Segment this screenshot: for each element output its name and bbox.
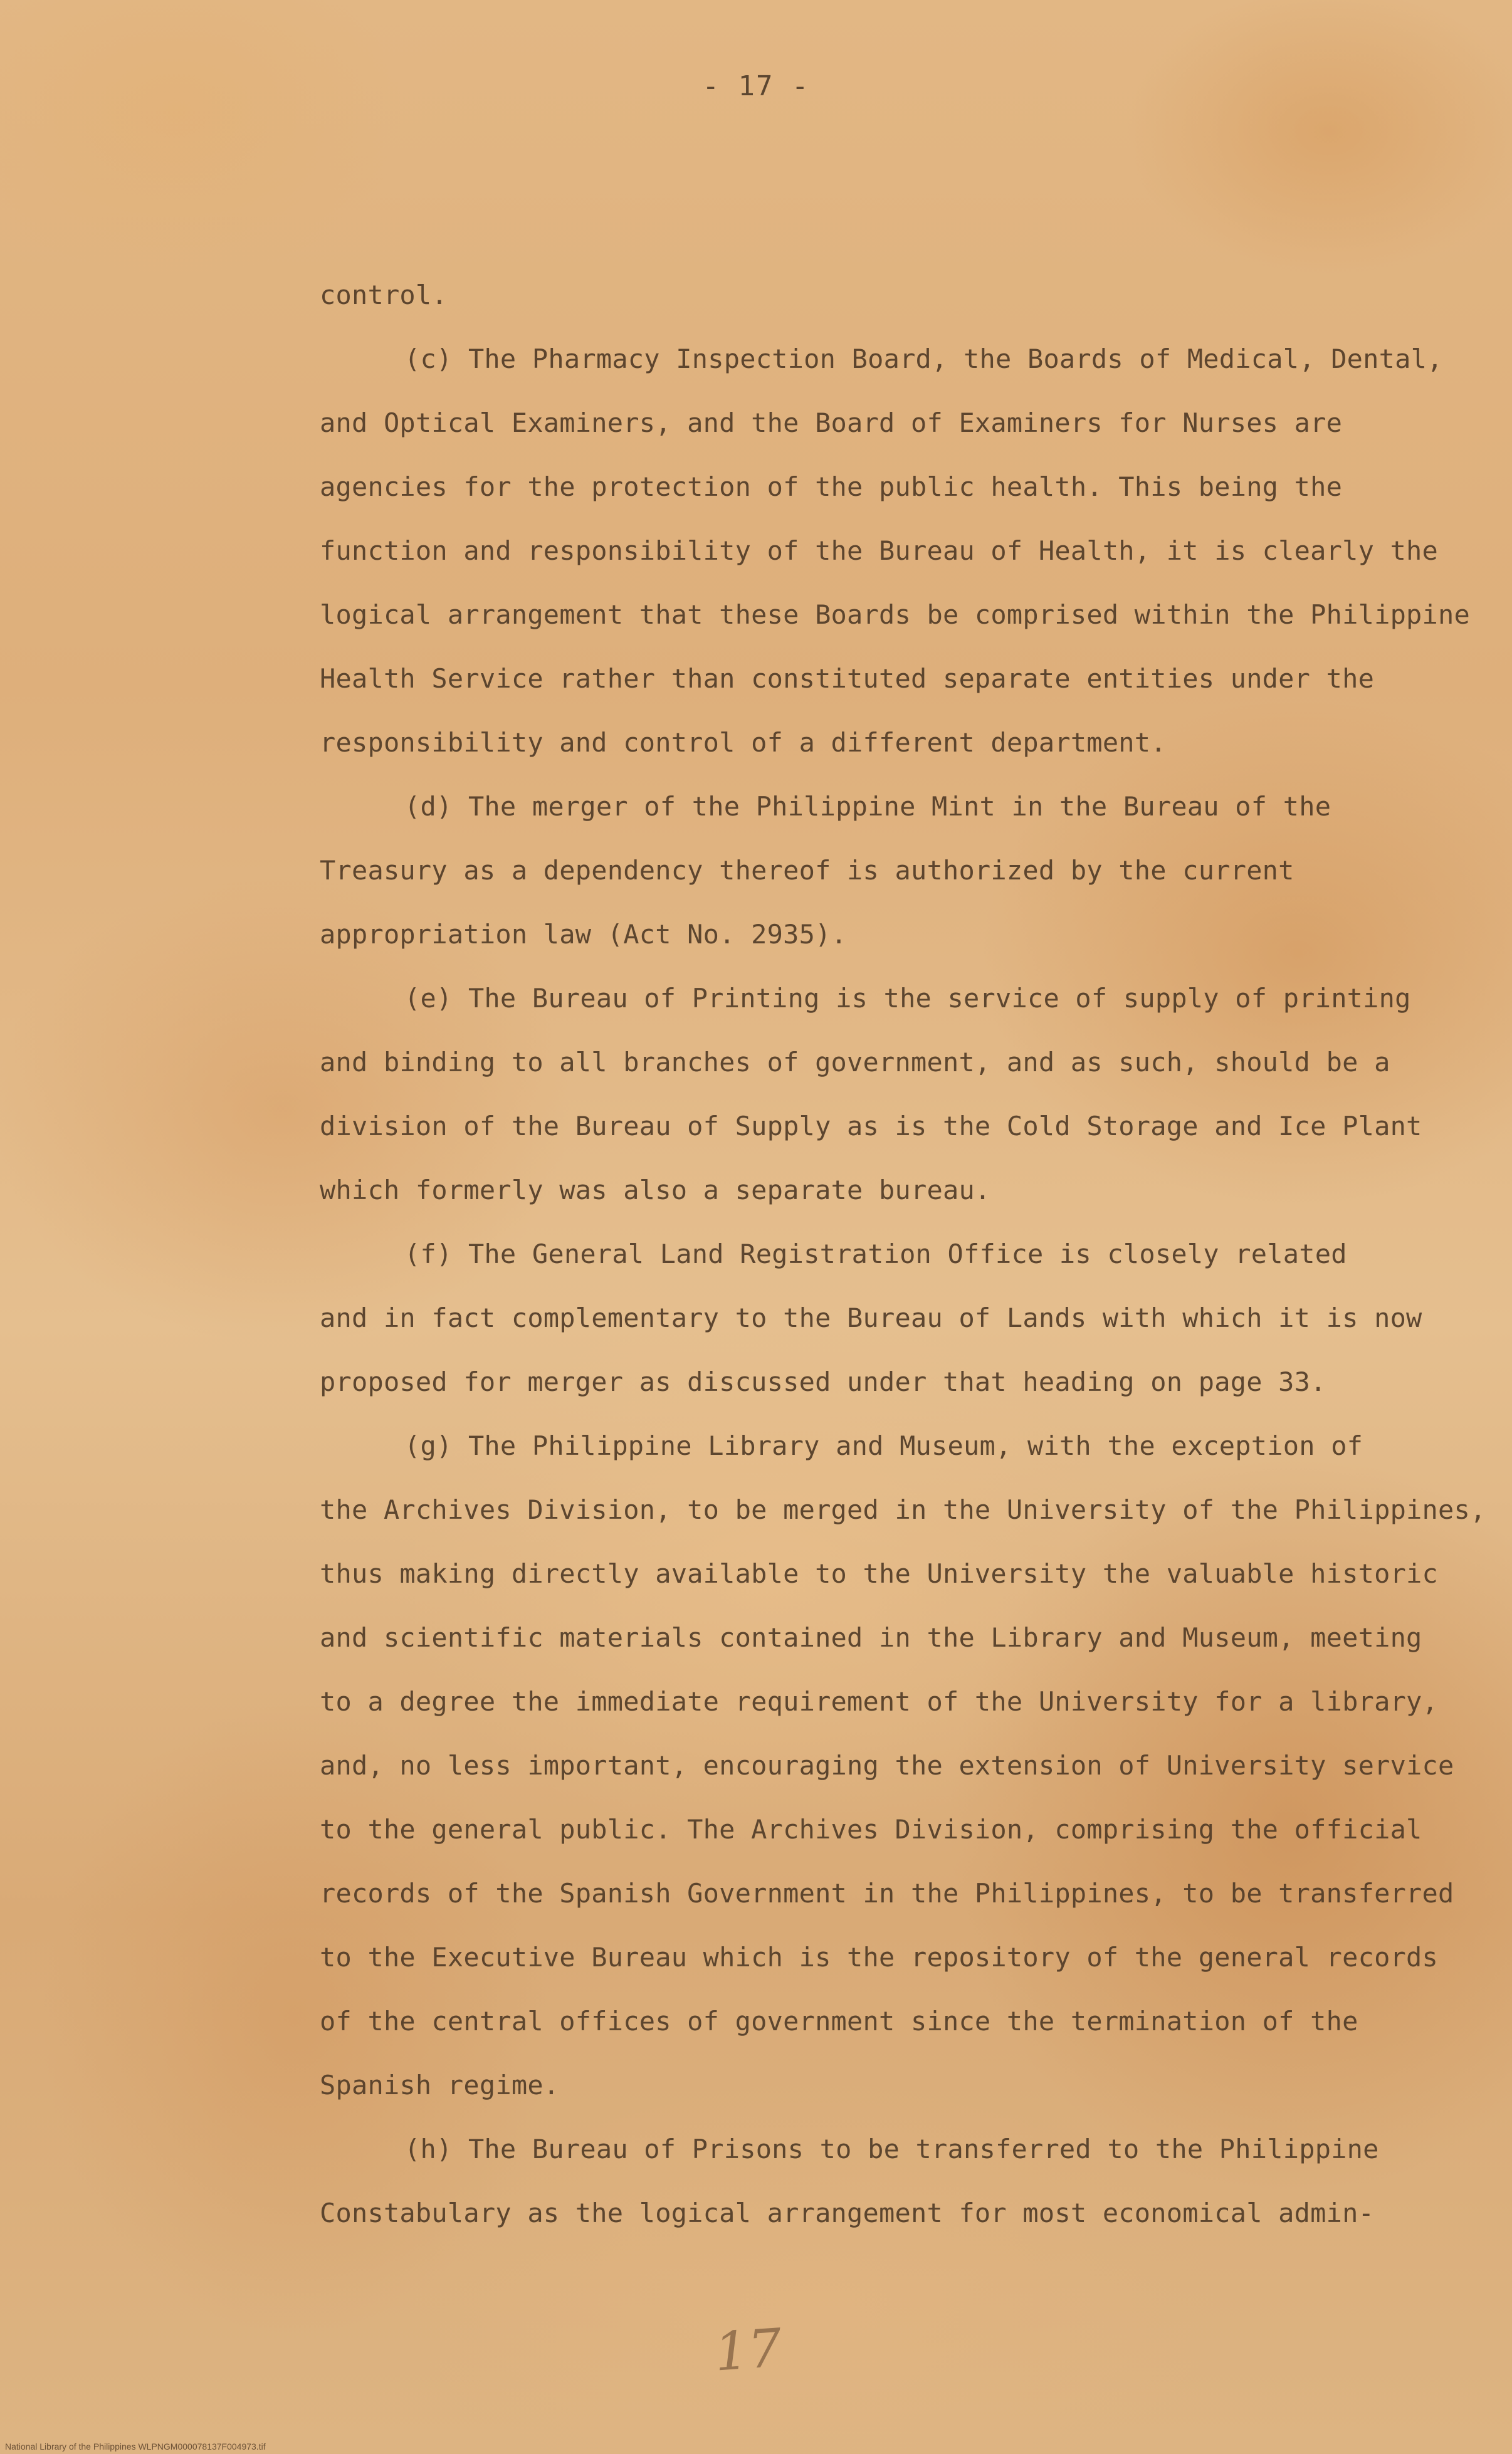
paragraph-e-start: (e) The Bureau of Printing is the service of supply of printing (404, 983, 1411, 1014)
page-number: - 17 - (702, 70, 810, 102)
text-line: to a degree the immediate requirement of the University for a library, (320, 1686, 1439, 1717)
text-line: and, no less important, encouraging the extension of University service (320, 1750, 1454, 1781)
text-line: the Archives Division, to be merged in the University of the Philippines, (320, 1494, 1486, 1525)
text-line: agencies for the protection of the public health. This being the (320, 471, 1343, 502)
text-line: division of the Bureau of Supply as is the Cold Storage and Ice Plant (320, 1111, 1422, 1141)
text-line: and scientific materials contained in the Library and Museum, meeting (320, 1622, 1422, 1653)
text-line: proposed for merger as discussed under that heading on page 33. (320, 1366, 1326, 1397)
text-line: control. (320, 280, 448, 310)
paragraph-g-start: (g) The Philippine Library and Museum, with the exception of (404, 1430, 1363, 1461)
handwritten-page-mark: 17 (712, 2317, 784, 2383)
text-line: Health Service rather than constituted separate entities under the (320, 663, 1375, 694)
text-line: thus making directly available to the University the valuable historic (320, 1558, 1439, 1589)
text-line: logical arrangement that these Boards be comprised within the Philippine (320, 599, 1471, 630)
paragraph-f-start: (f) The General Land Registration Office is closely related (404, 1239, 1347, 1269)
footer-caption: National Library of the Philippines WLPNGM000078137F004973.tif (5, 2441, 266, 2451)
text-line: records of the Spanish Government in the Philippines, to be transferred (320, 1878, 1454, 1909)
paragraph-d-start: (d) The merger of the Philippine Mint in the Bureau of the (404, 791, 1331, 822)
text-line: and in fact complementary to the Bureau of Lands with which it is now (320, 1303, 1422, 1333)
paragraph-h-start: (h) The Bureau of Prisons to be transferred to the Philippine (404, 2134, 1379, 2164)
text-line: responsibility and control of a different department. (320, 727, 1167, 758)
text-line: appropriation law (Act No. 2935). (320, 919, 848, 950)
text-line: to the general public. The Archives Division, comprising the official (320, 1814, 1422, 1845)
text-line: and Optical Examiners, and the Board of Examiners for Nurses are (320, 407, 1343, 438)
text-line: Spanish regime. (320, 2070, 560, 2100)
text-line: Treasury as a dependency thereof is authorized by the current (320, 855, 1294, 886)
text-line: of the central offices of government since the termination of the (320, 2006, 1358, 2037)
text-line: which formerly was also a separate bureau. (320, 1175, 991, 1205)
document-body (320, 263, 1486, 2245)
text-line: and binding to all branches of government, and as such, should be a (320, 1047, 1390, 1078)
paragraph-c-start: (c) The Pharmacy Inspection Board, the Boards of Medical, Dental, (404, 343, 1443, 374)
text-line: Constabulary as the logical arrangement for most economical admin- (320, 2198, 1375, 2228)
text-line: function and responsibility of the Bureau of Health, it is clearly the (320, 535, 1439, 566)
text-line: to the Executive Bureau which is the repository of the general records (320, 1942, 1439, 1973)
